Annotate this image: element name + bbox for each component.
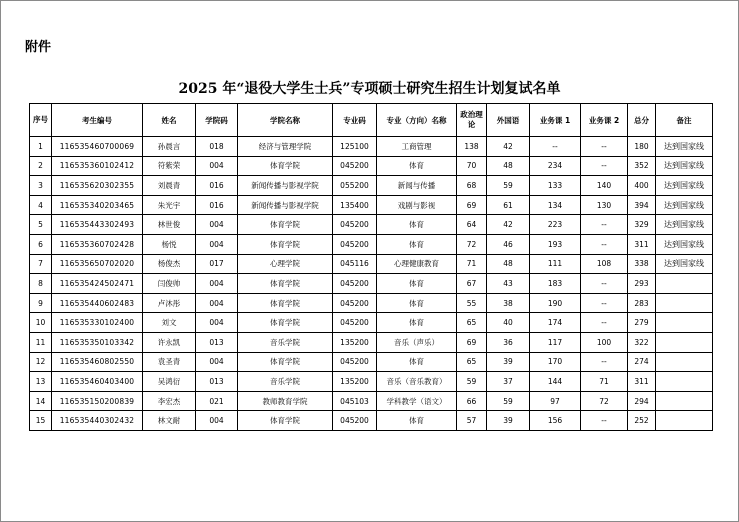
cell-major-code: 045103 (333, 391, 377, 411)
cell-exam-id: 116535443302493 (52, 215, 143, 235)
cell-course1: -- (530, 137, 581, 157)
cell-exam-id: 116535330102400 (52, 313, 143, 333)
cell-exam-id: 116535440602483 (52, 293, 143, 313)
cell-politics: 57 (457, 411, 487, 431)
header-politics: 政治理论 (457, 104, 487, 137)
cell-remark (656, 293, 713, 313)
cell-remark (656, 352, 713, 372)
cell-course2: -- (581, 215, 628, 235)
cell-remark (656, 372, 713, 392)
cell-college-name: 音乐学院 (238, 372, 333, 392)
cell-politics: 72 (457, 234, 487, 254)
cell-seq: 9 (30, 293, 52, 313)
table-row (30, 234, 713, 254)
cell-remark: 达到国家线 (656, 156, 713, 176)
cell-seq: 12 (30, 352, 52, 372)
table-row (30, 137, 713, 157)
cell-total: 311 (628, 234, 656, 254)
cell-name: 杨俊杰 (143, 254, 196, 274)
cell-remark (656, 313, 713, 333)
cell-seq: 10 (30, 313, 52, 333)
cell-seq: 3 (30, 176, 52, 196)
header-remark: 备注 (656, 104, 713, 137)
cell-remark (656, 332, 713, 352)
cell-course2: -- (581, 293, 628, 313)
cell-college-code: 004 (196, 293, 238, 313)
cell-remark (656, 274, 713, 294)
cell-foreign: 59 (487, 391, 530, 411)
cell-name: 刘文 (143, 313, 196, 333)
cell-college-name: 体育学院 (238, 234, 333, 254)
cell-college-code: 004 (196, 313, 238, 333)
cell-college-code: 013 (196, 332, 238, 352)
cell-major-name: 戏剧与影视 (377, 195, 457, 215)
cell-major-name: 体育 (377, 156, 457, 176)
header-major-name: 专业（方向）名称 (377, 104, 457, 137)
cell-exam-id: 116535650702020 (52, 254, 143, 274)
cell-politics: 70 (457, 156, 487, 176)
cell-seq: 13 (30, 372, 52, 392)
cell-remark: 达到国家线 (656, 254, 713, 274)
cell-name: 许永凯 (143, 332, 196, 352)
cell-course2: -- (581, 274, 628, 294)
cell-politics: 69 (457, 332, 487, 352)
cell-college-name: 经济与管理学院 (238, 137, 333, 157)
cell-major-name: 体育 (377, 234, 457, 254)
cell-college-name: 体育学院 (238, 411, 333, 431)
cell-major-name: 心理健康教育 (377, 254, 457, 274)
cell-foreign: 59 (487, 176, 530, 196)
cell-exam-id: 116535150200839 (52, 391, 143, 411)
cell-major-code: 045200 (333, 352, 377, 372)
cell-college-name: 心理学院 (238, 254, 333, 274)
cell-seq: 8 (30, 274, 52, 294)
cell-college-code: 004 (196, 234, 238, 254)
cell-foreign: 48 (487, 156, 530, 176)
cell-college-code: 004 (196, 411, 238, 431)
cell-name: 刘晨青 (143, 176, 196, 196)
cell-remark: 达到国家线 (656, 137, 713, 157)
cell-total: 352 (628, 156, 656, 176)
cell-course1: 183 (530, 274, 581, 294)
table-row (30, 293, 713, 313)
table-row (30, 313, 713, 333)
cell-total: 283 (628, 293, 656, 313)
cell-college-code: 016 (196, 195, 238, 215)
cell-course1: 193 (530, 234, 581, 254)
cell-politics: 65 (457, 313, 487, 333)
cell-course2: 140 (581, 176, 628, 196)
cell-course1: 133 (530, 176, 581, 196)
cell-course2: 100 (581, 332, 628, 352)
cell-course1: 111 (530, 254, 581, 274)
cell-total: 293 (628, 274, 656, 294)
table-row (30, 332, 713, 352)
cell-remark: 达到国家线 (656, 234, 713, 254)
cell-course2: -- (581, 352, 628, 372)
cell-college-name: 音乐学院 (238, 332, 333, 352)
cell-exam-id: 116535424502471 (52, 274, 143, 294)
cell-major-code: 045200 (333, 274, 377, 294)
cell-name: 孙晨言 (143, 137, 196, 157)
cell-foreign: 61 (487, 195, 530, 215)
cell-course1: 234 (530, 156, 581, 176)
attachment-label: 附件 (25, 40, 52, 55)
cell-politics: 138 (457, 137, 487, 157)
cell-college-name: 体育学院 (238, 293, 333, 313)
cell-major-code: 125100 (333, 137, 377, 157)
cell-remark: 达到国家线 (656, 195, 713, 215)
header-foreign: 外国语 (487, 104, 530, 137)
cell-politics: 67 (457, 274, 487, 294)
cell-course2: -- (581, 313, 628, 333)
cell-course2: 130 (581, 195, 628, 215)
cell-total: 311 (628, 372, 656, 392)
cell-college-name: 体育学院 (238, 352, 333, 372)
cell-major-name: 体育 (377, 411, 457, 431)
cell-foreign: 46 (487, 234, 530, 254)
table-row (30, 274, 713, 294)
header-seq: 序号 (30, 104, 52, 137)
cell-name: 闫俊帅 (143, 274, 196, 294)
cell-politics: 64 (457, 215, 487, 235)
cell-seq: 2 (30, 156, 52, 176)
cell-major-name: 体育 (377, 352, 457, 372)
cell-college-code: 017 (196, 254, 238, 274)
cell-total: 394 (628, 195, 656, 215)
cell-college-name: 新闻传播与影视学院 (238, 176, 333, 196)
cell-course2: 108 (581, 254, 628, 274)
table-row (30, 254, 713, 274)
cell-total: 252 (628, 411, 656, 431)
cell-remark: 达到国家线 (656, 215, 713, 235)
cell-college-code: 004 (196, 352, 238, 372)
table-row (30, 156, 713, 176)
cell-total: 338 (628, 254, 656, 274)
header-name: 姓名 (143, 104, 196, 137)
cell-course2: -- (581, 137, 628, 157)
cell-course2: 71 (581, 372, 628, 392)
cell-name: 朱光宇 (143, 195, 196, 215)
cell-course1: 174 (530, 313, 581, 333)
cell-major-name: 新闻与传播 (377, 176, 457, 196)
cell-foreign: 37 (487, 372, 530, 392)
header-course1: 业务课 1 (530, 104, 581, 137)
cell-major-code: 055200 (333, 176, 377, 196)
cell-course2: -- (581, 411, 628, 431)
cell-foreign: 39 (487, 352, 530, 372)
cell-college-code: 016 (196, 176, 238, 196)
cell-total: 322 (628, 332, 656, 352)
table-row (30, 391, 713, 411)
cell-remark (656, 411, 713, 431)
cell-course1: 144 (530, 372, 581, 392)
cell-exam-id: 116535460700069 (52, 137, 143, 157)
cell-college-code: 021 (196, 391, 238, 411)
table-row (30, 195, 713, 215)
cell-total: 180 (628, 137, 656, 157)
header-exam-id: 考生编号 (52, 104, 143, 137)
cell-seq: 14 (30, 391, 52, 411)
cell-seq: 7 (30, 254, 52, 274)
cell-college-code: 013 (196, 372, 238, 392)
cell-major-code: 045200 (333, 293, 377, 313)
cell-college-name: 体育学院 (238, 215, 333, 235)
header-college-code: 学院码 (196, 104, 238, 137)
cell-exam-id: 116535340203465 (52, 195, 143, 215)
cell-foreign: 42 (487, 215, 530, 235)
cell-major-name: 学科教学（语文） (377, 391, 457, 411)
cell-major-code: 045200 (333, 215, 377, 235)
cell-total: 294 (628, 391, 656, 411)
cell-exam-id: 116535440302432 (52, 411, 143, 431)
cell-major-name: 音乐（声乐） (377, 332, 457, 352)
cell-name: 卢沐彤 (143, 293, 196, 313)
cell-course2: 72 (581, 391, 628, 411)
cell-politics: 71 (457, 254, 487, 274)
cell-exam-id: 116535620302355 (52, 176, 143, 196)
cell-major-code: 045200 (333, 313, 377, 333)
cell-total: 329 (628, 215, 656, 235)
header-course2: 业务课 2 (581, 104, 628, 137)
cell-foreign: 39 (487, 411, 530, 431)
cell-foreign: 40 (487, 313, 530, 333)
cell-college-code: 018 (196, 137, 238, 157)
cell-seq: 11 (30, 332, 52, 352)
cell-major-code: 045116 (333, 254, 377, 274)
header-college-name: 学院名称 (238, 104, 333, 137)
cell-name: 杨悦 (143, 234, 196, 254)
table-row (30, 372, 713, 392)
cell-foreign: 48 (487, 254, 530, 274)
cell-course1: 117 (530, 332, 581, 352)
cell-foreign: 42 (487, 137, 530, 157)
cell-remark: 达到国家线 (656, 176, 713, 196)
cell-major-code: 135200 (333, 372, 377, 392)
cell-major-code: 045200 (333, 411, 377, 431)
cell-politics: 68 (457, 176, 487, 196)
cell-college-name: 体育学院 (238, 313, 333, 333)
cell-politics: 69 (457, 195, 487, 215)
cell-total: 274 (628, 352, 656, 372)
cell-major-code: 135400 (333, 195, 377, 215)
cell-seq: 4 (30, 195, 52, 215)
cell-college-name: 体育学院 (238, 156, 333, 176)
header-total: 总分 (628, 104, 656, 137)
cell-exam-id: 116535350103342 (52, 332, 143, 352)
cell-exam-id: 116535360702428 (52, 234, 143, 254)
cell-total: 279 (628, 313, 656, 333)
cell-politics: 55 (457, 293, 487, 313)
cell-major-name: 体育 (377, 274, 457, 294)
cell-major-name: 工商管理 (377, 137, 457, 157)
cell-college-code: 004 (196, 156, 238, 176)
cell-name: 李宏杰 (143, 391, 196, 411)
cell-college-name: 教师教育学院 (238, 391, 333, 411)
cell-major-code: 135200 (333, 332, 377, 352)
cell-course1: 190 (530, 293, 581, 313)
cell-seq: 6 (30, 234, 52, 254)
cell-name: 吴鸿衍 (143, 372, 196, 392)
cell-major-code: 045200 (333, 156, 377, 176)
table-row (30, 215, 713, 235)
header-major-code: 专业码 (333, 104, 377, 137)
table-row (30, 352, 713, 372)
cell-total: 400 (628, 176, 656, 196)
table-row (30, 176, 713, 196)
cell-course1: 97 (530, 391, 581, 411)
document-title: 2025 年“退役大学生士兵”专项硕士研究生招生计划复试名单 (178, 81, 561, 97)
cell-politics: 66 (457, 391, 487, 411)
cell-course1: 134 (530, 195, 581, 215)
cell-exam-id: 116535360102412 (52, 156, 143, 176)
cell-foreign: 38 (487, 293, 530, 313)
cell-name: 林文耐 (143, 411, 196, 431)
cell-course1: 223 (530, 215, 581, 235)
cell-exam-id: 116535460802550 (52, 352, 143, 372)
cell-major-name: 体育 (377, 215, 457, 235)
cell-politics: 65 (457, 352, 487, 372)
cell-remark (656, 391, 713, 411)
cell-course2: -- (581, 156, 628, 176)
cell-foreign: 43 (487, 274, 530, 294)
table-header-row (30, 104, 713, 137)
cell-college-code: 004 (196, 274, 238, 294)
cell-college-code: 004 (196, 215, 238, 235)
cell-course1: 170 (530, 352, 581, 372)
cell-course2: -- (581, 234, 628, 254)
cell-major-name: 体育 (377, 293, 457, 313)
candidate-table (29, 103, 713, 431)
cell-major-code: 045200 (333, 234, 377, 254)
cell-foreign: 36 (487, 332, 530, 352)
cell-seq: 1 (30, 137, 52, 157)
cell-course1: 156 (530, 411, 581, 431)
cell-name: 符紫荣 (143, 156, 196, 176)
cell-college-name: 新闻传播与影视学院 (238, 195, 333, 215)
table-body (30, 137, 713, 431)
cell-politics: 59 (457, 372, 487, 392)
cell-college-name: 体育学院 (238, 274, 333, 294)
cell-name: 袁圣青 (143, 352, 196, 372)
cell-seq: 15 (30, 411, 52, 431)
cell-exam-id: 116535460403400 (52, 372, 143, 392)
cell-name: 林世俊 (143, 215, 196, 235)
cell-major-name: 体育 (377, 313, 457, 333)
table-row (30, 411, 713, 431)
cell-seq: 5 (30, 215, 52, 235)
cell-major-name: 音乐（音乐教育） (377, 372, 457, 392)
